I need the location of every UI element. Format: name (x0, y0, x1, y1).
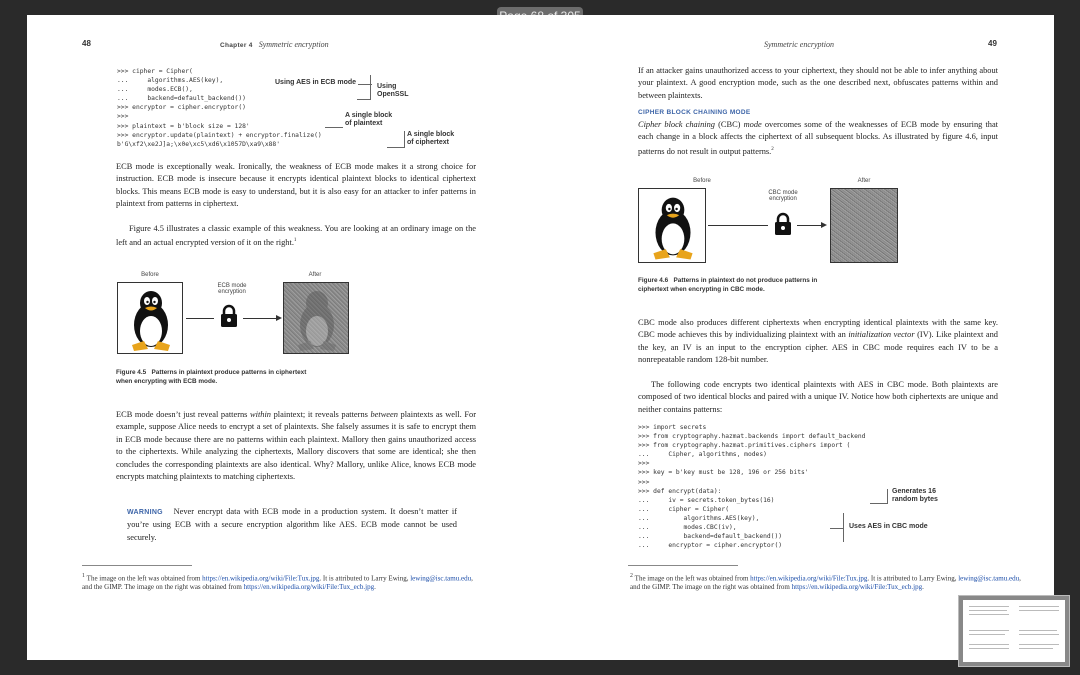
annotation-bracket (370, 88, 371, 100)
footnote-link[interactable]: https://en.wikipedia.org/wiki/File:Tux.jpg (202, 574, 320, 583)
footnote-link[interactable]: https://en.wikipedia.org/wiki/File:Tux.jpg (750, 574, 868, 583)
footnote: $^2$ The image on the left was obtained from https://en.wikipedia.org/wiki/File:Tux.jpg. It is attributed to Larry Ewing, lewing@isc.tamu.edu, and the GIMP. The image on the right was obtained from https://en.wikipedia.org/wiki/File:Tux_ecb.jpg. (630, 573, 1021, 592)
arrow (186, 318, 214, 319)
code-line: ... modes.ECB(), (117, 86, 193, 94)
footnote-link[interactable]: https://en.wikipedia.org/wiki/File:Tux_ecb.jpg (791, 583, 923, 592)
figure-mode-label: ECB mode encryption (217, 283, 247, 295)
annotation-line (325, 127, 343, 128)
code-line: ... algorithms.AES(key), (638, 514, 760, 522)
footnote-email-link[interactable]: lewing@isc.tamu.edu (410, 574, 472, 583)
running-head (220, 40, 329, 49)
paragraph: Figure 4.5 illustrates a classic example of this weakness. You are looking at an ordinary image on the left and an actual encrypted version of it on the right.$^1$ (116, 224, 476, 248)
code-line: >>> (117, 113, 129, 121)
right-page (550, 15, 1054, 660)
code-line: ... cipher = Cipher( (638, 505, 729, 513)
footnote-email-link[interactable]: lewing@isc.tamu.edu (958, 574, 1020, 583)
figure-mode-label: CBC mode encryption (768, 190, 798, 202)
annotation-aes-ecb: Using AES in ECB mode (275, 79, 357, 86)
code-line: >>> key = b'key must be 128, 196 or 256 bits' (638, 469, 809, 477)
figure-caption: Figure 4.6 Patterns in plaintext do not produce patterns in ciphertext when encrypting in CBC mode. (638, 277, 818, 293)
footnote-rule (628, 565, 738, 566)
arrowhead (821, 222, 827, 228)
figure-after-label: After (857, 178, 871, 184)
annotation-line (357, 99, 371, 100)
annotation-aes-cbc: Uses AES in CBC mode (849, 523, 928, 530)
footnote-rule (82, 565, 192, 566)
code-line: >>> (638, 460, 650, 468)
paragraph: The following code encrypts two identical plaintexts with AES in CBC mode. Both plaintexts are composed of two identical blocks and paired with a unique IV. Notice how both ciphertexts are unique and neither contains patterns: (638, 380, 998, 414)
tux-image (117, 282, 183, 354)
code-line: >>> cipher = Cipher( (117, 68, 193, 75)
code-line: ... iv = secrets.token_bytes(16) (638, 496, 775, 504)
code-line: ... algorithms.AES(key), (117, 77, 224, 85)
lock-icon (219, 303, 239, 329)
arrow (708, 225, 768, 226)
figure-after-label: After (308, 272, 322, 278)
annotation-single-ciphertext: A single block of ciphertext (407, 131, 455, 146)
chapter-title: Symmetric encryption (258, 40, 329, 49)
code-line: ... backend=default_backend()) (117, 95, 246, 103)
running-head: Symmetric encryption (764, 40, 834, 49)
annotation-single-plaintext: A single block of plaintext (345, 112, 393, 127)
paragraph: ECB mode is exceptionally weak. Ironically, the weakness of ECB mode makes it a strong choice for instruction. ECB mode is insecure because it encrypts identical plaintext blocks to identical ciphertext blocks. This means ECB mode is easy to understand, but it is also easy for an attacker to infer patterns in plaintext from patterns in ciphertext. (116, 162, 476, 209)
arrow (797, 225, 821, 226)
paragraph: If an attacker gains unauthorized access to your ciphertext, they should not be able to infer anything about your plaintext. A good encryption mode, such as the one described next, obfuscates patterns within and between plaintexts. (638, 66, 998, 100)
annotation-bracket (404, 131, 405, 147)
code-line: >>> from cryptography.hazmat.backends import default_backend (638, 433, 866, 441)
code-line: >>> plaintext = b'block size = 128' (117, 122, 250, 130)
code-line: ... backend=default_backend()) (638, 533, 783, 541)
page-number: 49 (988, 39, 997, 48)
warning-label: WARNING (127, 509, 163, 516)
footnote: $^1$ The image on the left was obtained from https://en.wikipedia.org/wiki/File:Tux.jpg. It is attributed to Larry Ewing, lewing@isc.tamu.edu, and the GIMP. The image on the right was obtained from https://en.wikipedia.org/wiki/File:Tux_ecb.jpg. (82, 573, 473, 592)
code-line: >>> from cryptography.hazmat.primitives.ciphers import ( (638, 442, 851, 450)
tux-silhouette-icon (284, 283, 349, 354)
code-line: ... modes.CBC(iv), (638, 524, 737, 532)
figure-caption: Figure 4.5 Patterns in plaintext produce patterns in ciphertext when encrypting with ECB mode. (116, 369, 307, 385)
page-thumbnail-navigator[interactable] (958, 595, 1070, 667)
code-listing (638, 423, 865, 550)
annotation-line (387, 147, 405, 148)
section-heading: CIPHER BLOCK CHAINING MODE (638, 109, 751, 116)
paragraph: ECB mode doesn’t just reveal patterns within plaintext; it reveals patterns between plaintexts as well. For example, suppose Alice needs to encrypt a set of plaintexts. She falsely assumes it is safe to encrypt them in ECB mode because there are no patterns within each plaintext. Mallory then gains unauthorized access to the ciphertexts. While analyzing the ciphertexts, Mallory discovers that some are identical; she then concludes the corresponding plaintexts are also identical. Why? Mallory, unlike Alice, knows ECB mode encrypts matching plaintexts to matching ciphertexts. (116, 410, 477, 482)
code-line: ... Cipher, algorithms, modes) (638, 451, 767, 459)
thumbnail-page[interactable] (963, 600, 1065, 662)
footnote-link[interactable]: https://en.wikipedia.org/wiki/File:Tux_ecb.jpg (243, 583, 375, 592)
annotation-line (870, 503, 888, 504)
annotation-bracket (887, 489, 888, 504)
paragraph: CBC mode also produces different ciphertexts when encrypting identical plaintexts with the same key. CBC mode achieves this by individualizing plaintext with an initialization vector (IV). Like plaintext and the key, an IV is an input to the encryption cipher. AES in CBC mode requires each IV to be a nonrepeatable random 128-bit number. (638, 318, 998, 365)
annotation-random-bytes: Generates 16 random bytes (892, 488, 938, 503)
warning-box: WARNING Never encrypt data with ECB mode in a production system. It doesn’t matter if you’re using ECB with a secure encryption algorithm like AES. ECB mode cannot be used securely. (127, 507, 457, 542)
code-line: >>> encryptor = cipher.encryptor() (117, 104, 246, 112)
paragraph: Cipher block chaining (CBC) mode overcomes some of the weaknesses of ECB mode by ensuring that each change in a block affects the ciphertext of all subsequent blocks. As illustrated by figure 4.6, input patterns do not result in output patterns.$^2$ (638, 120, 999, 156)
code-line: >>> def encrypt(data): (638, 487, 722, 495)
lock-icon (773, 211, 793, 237)
code-line: >>> (638, 478, 650, 486)
tux-penguin-icon (639, 189, 706, 263)
tux-penguin-icon (118, 283, 183, 354)
figure-before-label: Before (141, 272, 159, 278)
tux-image (638, 188, 706, 263)
left-page (27, 15, 539, 660)
code-line: >>> encryptor.update(plaintext) + encryptor.finalize() (117, 131, 322, 139)
annotation-openssl: Using OpenSSL (377, 83, 409, 98)
arrow (243, 318, 276, 319)
ecb-encrypted-image (283, 282, 349, 354)
annotation-line (830, 528, 844, 529)
arrowhead (276, 315, 282, 321)
page-number: 48 (82, 39, 91, 48)
figure-before-label: Before (693, 178, 711, 184)
book-spread (27, 15, 1054, 660)
cbc-encrypted-image (830, 188, 898, 263)
chapter-label: Chapter 4 (220, 42, 253, 49)
code-line: ... encryptor = cipher.encryptor() (638, 542, 783, 550)
code-line: b'G\xf2\xe2J]a;\x0e\xc5\xd6\x1057D\xa9\x88' (117, 140, 281, 148)
code-line: >>> import secrets (638, 424, 707, 431)
